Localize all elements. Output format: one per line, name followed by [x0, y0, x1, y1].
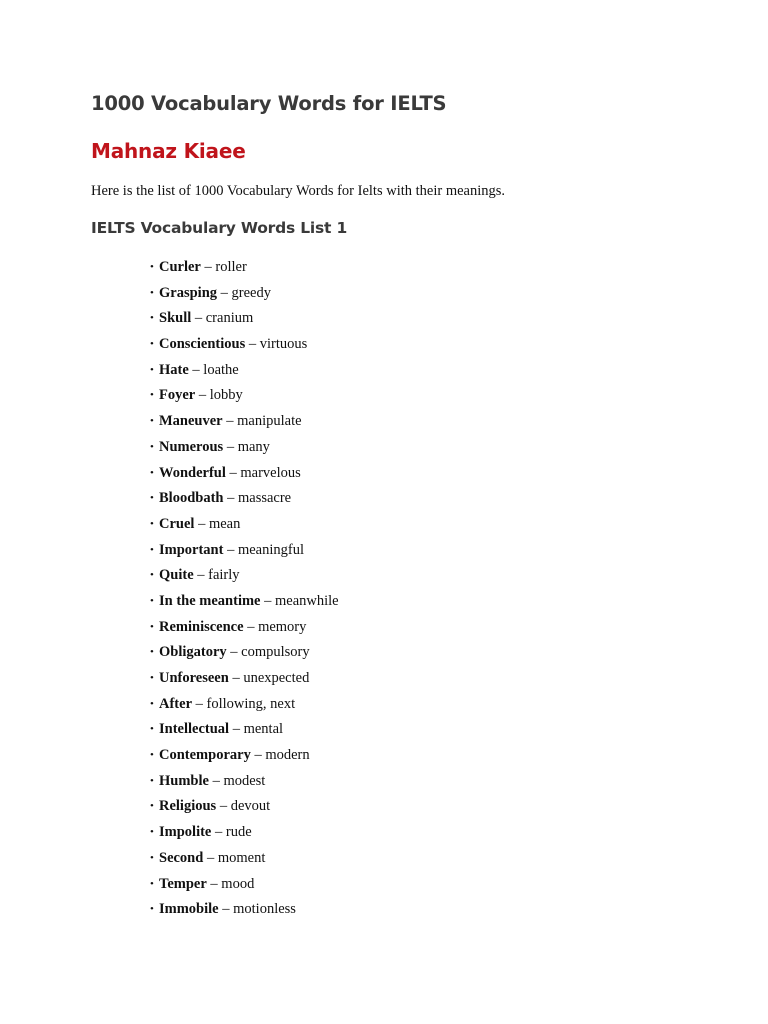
- list-item: [150, 693, 339, 719]
- list-item: [150, 384, 339, 410]
- bullet-icon: •: [150, 594, 154, 607]
- vocab-term: Grasping: [159, 284, 218, 301]
- vocab-meaning: devout: [230, 798, 271, 815]
- vocab-meaning: rude: [225, 824, 252, 841]
- vocab-meaning: following, next: [206, 695, 296, 712]
- vocab-meaning: meaningful: [237, 541, 304, 558]
- vocab-meaning: unexpected: [243, 670, 310, 686]
- vocab-meaning: loathe: [203, 361, 239, 378]
- bullet-icon: •: [150, 800, 154, 813]
- vocab-meaning: memory: [258, 618, 307, 635]
- dash-separator: –: [222, 413, 238, 430]
- vocab-meaning: modest: [223, 772, 266, 789]
- dash-separator: –: [200, 259, 216, 275]
- dash-separator: –: [216, 798, 231, 815]
- vocab-term: Reminiscence: [159, 618, 244, 635]
- bullet-icon: •: [150, 466, 154, 479]
- vocab-meaning: roller: [215, 259, 247, 275]
- vocab-term: In the meantime: [159, 592, 261, 609]
- dash-separator: –: [211, 824, 226, 841]
- vocab-meaning: moment: [217, 849, 266, 866]
- dash-separator: –: [188, 361, 204, 378]
- vocab-meaning: motionless: [233, 901, 296, 918]
- list-item: [150, 667, 339, 693]
- bullet-icon: •: [150, 646, 154, 659]
- bullet-icon: •: [150, 672, 154, 684]
- vocab-term: Skull: [159, 310, 192, 327]
- list-item: [150, 410, 339, 436]
- bullet-icon: •: [150, 903, 154, 916]
- list-item: [150, 898, 339, 924]
- list-item: [150, 539, 339, 565]
- vocab-term: Impolite: [159, 824, 212, 841]
- bullet-icon: •: [150, 620, 154, 633]
- list-item: [150, 307, 339, 333]
- bullet-icon: •: [150, 440, 154, 453]
- bullet-icon: •: [150, 517, 154, 530]
- bullet-icon: •: [150, 569, 154, 582]
- vocab-term: Important: [159, 541, 224, 558]
- vocab-meaning: greedy: [231, 284, 271, 301]
- list-item: [150, 436, 339, 462]
- list-item: [150, 564, 339, 590]
- vocab-term: Unforeseen: [159, 670, 229, 686]
- vocab-meaning: cranium: [205, 310, 254, 327]
- section-title: IELTS Vocabulary Words List 1: [91, 219, 348, 237]
- dash-separator: –: [192, 695, 207, 712]
- vocab-term: Immobile: [159, 901, 219, 918]
- list-item: [150, 821, 339, 847]
- list-item: [150, 590, 339, 616]
- list-item: [150, 718, 339, 744]
- vocab-meaning: mental: [243, 721, 284, 738]
- bullet-icon: •: [150, 877, 154, 890]
- dash-separator: –: [250, 747, 266, 764]
- vocab-meaning: many: [237, 438, 270, 455]
- bullet-icon: •: [150, 338, 154, 351]
- dash-separator: –: [229, 721, 244, 738]
- dash-separator: –: [193, 567, 209, 584]
- list-item: [150, 873, 339, 899]
- list-item: [150, 487, 339, 513]
- dash-separator: –: [225, 464, 241, 481]
- vocab-term: After: [159, 695, 193, 712]
- dash-separator: –: [223, 438, 238, 455]
- vocabulary-list: [150, 256, 339, 924]
- bullet-icon: •: [150, 723, 154, 736]
- list-item: [150, 256, 339, 282]
- dash-separator: –: [223, 490, 238, 507]
- list-item: [150, 795, 339, 821]
- bullet-icon: •: [150, 286, 154, 299]
- dash-separator: –: [206, 875, 222, 892]
- vocab-term: Religious: [159, 798, 217, 815]
- vocab-term: Bloodbath: [159, 490, 224, 507]
- bullet-icon: •: [150, 492, 154, 505]
- list-item: [150, 616, 339, 642]
- dash-separator: –: [226, 644, 242, 661]
- dash-separator: –: [260, 592, 275, 609]
- vocab-term: Intellectual: [159, 721, 230, 738]
- vocab-meaning: fairly: [208, 567, 240, 584]
- vocab-meaning: compulsory: [241, 644, 310, 661]
- vocab-term: Maneuver: [159, 413, 223, 430]
- dash-separator: –: [217, 284, 232, 301]
- list-item: [150, 359, 339, 385]
- vocab-term: Second: [159, 849, 204, 866]
- bullet-icon: •: [150, 697, 154, 710]
- document-title: 1000 Vocabulary Words for IELTS: [91, 92, 447, 115]
- vocab-term: Obligatory: [159, 644, 227, 661]
- dash-separator: –: [223, 541, 238, 558]
- list-item: [150, 770, 339, 796]
- list-item: [150, 641, 339, 667]
- bullet-icon: •: [150, 543, 154, 556]
- vocab-meaning: marvelous: [240, 464, 301, 481]
- dash-separator: –: [194, 515, 209, 532]
- list-item: [150, 513, 339, 539]
- dash-separator: –: [243, 618, 259, 635]
- vocab-term: Wonderful: [159, 464, 226, 481]
- bullet-icon: •: [150, 312, 154, 325]
- vocab-term: Temper: [159, 875, 207, 892]
- vocab-term: Contemporary: [159, 747, 251, 764]
- vocab-term: Hate: [159, 361, 189, 378]
- vocab-term: Foyer: [159, 387, 196, 404]
- dash-separator: –: [191, 310, 206, 327]
- vocab-term: Cruel: [159, 515, 195, 532]
- vocab-meaning: mean: [208, 515, 241, 532]
- vocab-meaning: modern: [265, 747, 310, 764]
- vocab-term: Quite: [159, 567, 194, 584]
- list-item: [150, 462, 339, 488]
- dash-separator: –: [203, 849, 218, 866]
- vocab-meaning: massacre: [237, 490, 292, 507]
- bullet-icon: •: [150, 851, 154, 864]
- vocab-term: Humble: [159, 772, 209, 789]
- bullet-icon: •: [150, 826, 154, 839]
- intro-paragraph: Here is the list of 1000 Vocabulary Words for Ielts with their meanings.: [91, 183, 506, 199]
- vocab-meaning: mood: [221, 875, 255, 892]
- bullet-icon: •: [150, 261, 154, 273]
- list-item: [150, 744, 339, 770]
- dash-separator: –: [245, 336, 260, 353]
- vocab-term: Curler: [159, 259, 201, 275]
- vocab-meaning: meanwhile: [275, 592, 339, 609]
- vocab-meaning: virtuous: [259, 336, 308, 353]
- author-name: Mahnaz Kiaee: [91, 139, 246, 163]
- dash-separator: –: [218, 901, 234, 918]
- dash-separator: –: [228, 670, 244, 686]
- vocab-meaning: lobby: [209, 387, 243, 404]
- bullet-icon: •: [150, 774, 154, 787]
- bullet-icon: •: [150, 415, 154, 428]
- dash-separator: –: [208, 772, 224, 789]
- dash-separator: –: [195, 387, 210, 404]
- vocab-term: Numerous: [159, 438, 224, 455]
- vocab-term: Conscientious: [159, 336, 246, 353]
- bullet-icon: •: [150, 363, 154, 376]
- bullet-icon: •: [150, 749, 154, 762]
- list-item: [150, 333, 339, 359]
- vocab-meaning: manipulate: [237, 413, 302, 430]
- bullet-icon: •: [150, 389, 154, 402]
- list-item: [150, 847, 339, 873]
- list-item: [150, 282, 339, 308]
